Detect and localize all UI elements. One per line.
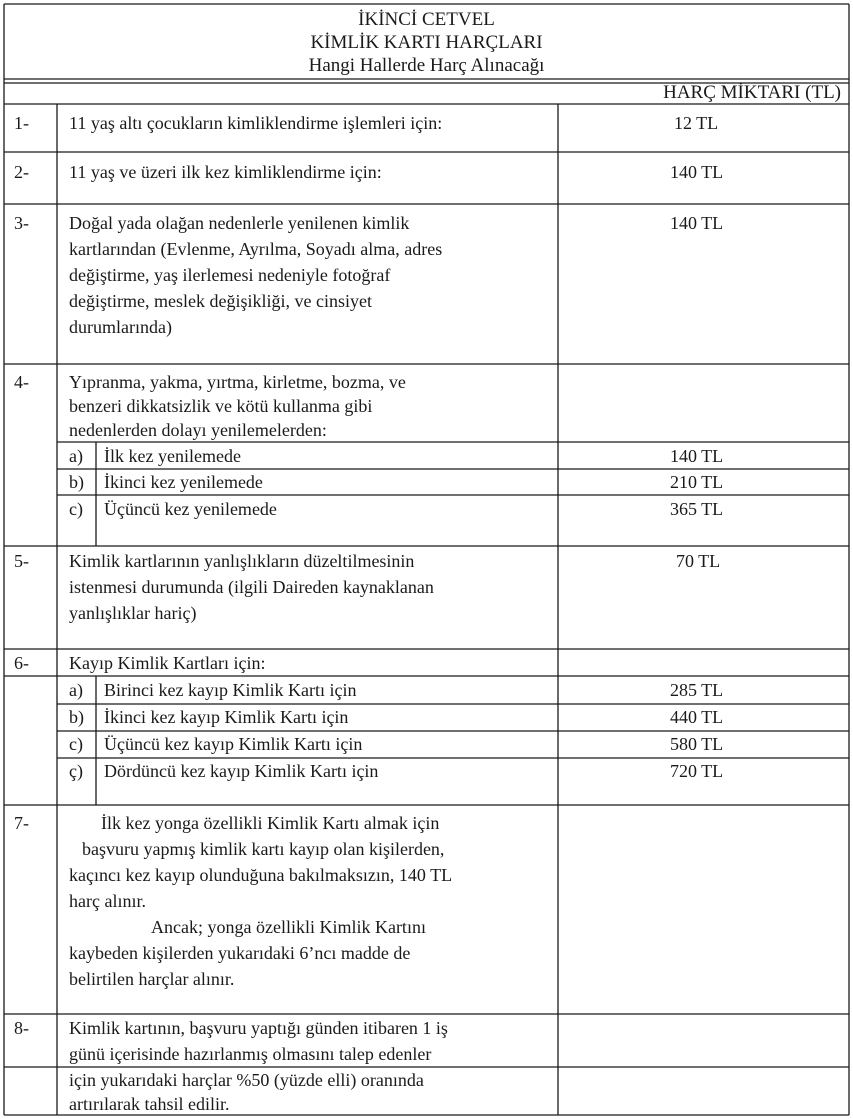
sub-item-text: Birinci kez kayıp Kimlik Kartı için: [104, 680, 357, 700]
row-description-line: Yıpranma, yakma, yırtma, kirletme, bozma, ve: [69, 372, 406, 392]
sub-item-text: İkinci kez yenilemede: [104, 472, 263, 492]
row-description-line: durumlarında): [69, 317, 172, 337]
document-caption: Hangi Hallerde Harç Alınacağı: [308, 55, 545, 76]
row-description-line: Kayıp Kimlik Kartları için:: [69, 653, 266, 673]
row-description-line: Ancak; yonga özellikli Kimlik Kartını: [151, 917, 426, 937]
row-description-line: benzeri dikkatsizlik ve kötü kullanma gibi: [69, 396, 373, 416]
sub-item-text: İkinci kez kayıp Kimlik Kartı için: [104, 707, 349, 727]
sub-item-letter: a): [69, 680, 83, 700]
amount-column-header: HARÇ MİKTARI (TL): [663, 82, 841, 103]
row-description-line: değiştirme, meslek değişikliği, ve cinsiyet: [69, 291, 372, 311]
row-description-line: artırılarak tahsil edilir.: [69, 1094, 230, 1114]
row-description-line: için yukarıdaki harçlar %50 (yüzde elli) oranında: [69, 1070, 424, 1090]
row-number: 8-: [14, 1018, 29, 1038]
sub-item-amount: 440 TL: [670, 707, 724, 727]
row-description-line: Kimlik kartının, başvuru yaptığı günden itibaren 1 iş: [69, 1018, 448, 1038]
row-description-line: kaybeden kişilerden yukarıdaki 6’ncı madde de: [69, 943, 411, 963]
row-amount: 70 TL: [676, 551, 721, 571]
row-number: 5-: [14, 551, 29, 571]
sub-item-amount: 720 TL: [670, 761, 724, 781]
row-description-line: günü içerisinde hazırlanmış olmasını talep edenler: [69, 1044, 432, 1064]
sub-item-amount: 140 TL: [670, 446, 724, 466]
sub-item-amount: 365 TL: [670, 499, 724, 519]
row-description: 11 yaş ve üzeri ilk kez kimliklendirme için:: [69, 162, 382, 182]
sub-item-letter: b): [69, 707, 84, 727]
sub-item-amount: 210 TL: [670, 472, 724, 492]
document-subtitle: KİMLİK KARTI HARÇLARI: [310, 32, 543, 53]
sub-item-letter: b): [69, 472, 84, 492]
sub-item-letter: a): [69, 446, 83, 466]
row-description-line: kartlarından (Evlenme, Ayrılma, Soyadı alma, adres: [69, 239, 443, 259]
sub-item-letter: ç): [69, 761, 83, 781]
sub-item-letter: c): [69, 734, 83, 754]
row-description-line: değiştirme, yaş ilerlemesi nedeniyle fotoğraf: [69, 265, 391, 285]
row-number: 7-: [14, 813, 29, 833]
row-description-line: kaçıncı kez kayıp olunduğuna bakılmaksızın, 140 TL: [69, 865, 453, 885]
sub-item-text: Dördüncü kez kayıp Kimlik Kartı için: [104, 761, 379, 781]
row-description-line: yanlışlıklar hariç): [69, 603, 197, 623]
row-description-line: Kimlik kartlarının yanlışlıkların düzeltilmesinin: [69, 551, 415, 571]
document-title: İKİNCİ CETVEL: [358, 9, 495, 30]
row-description-line: başvuru yapmış kimlik kartı kayıp olan kişilerden,: [82, 839, 445, 859]
sub-item-amount: 580 TL: [670, 734, 724, 754]
row-description-line: İlk kez yonga özellikli Kimlik Kartı almak için: [101, 813, 440, 833]
row-number: 4-: [14, 372, 29, 392]
sub-item-text: İlk kez yenilemede: [104, 446, 241, 466]
row-number: 6-: [14, 653, 29, 673]
sub-item-text: Üçüncü kez kayıp Kimlik Kartı için: [104, 734, 363, 754]
row-number: 1-: [14, 113, 29, 133]
sub-item-text: Üçüncü kez yenilemede: [104, 499, 277, 519]
row-number: 2-: [14, 162, 29, 182]
row-description: 11 yaş altı çocukların kimliklendirme işlemleri için:: [69, 113, 443, 133]
row-amount: 12 TL: [674, 113, 719, 133]
row-description-line: harç alınır.: [69, 891, 146, 911]
sub-item-amount: 285 TL: [670, 680, 724, 700]
row-description-line: Doğal yada olağan nedenlerle yenilenen kimlik: [69, 213, 410, 233]
row-amount: 140 TL: [670, 213, 724, 233]
row-description-line: istenmesi durumunda (ilgili Daireden kaynaklanan: [69, 577, 434, 597]
row-amount: 140 TL: [670, 162, 724, 182]
row-number: 3-: [14, 213, 29, 233]
sub-item-letter: c): [69, 499, 83, 519]
row-description-line: nedenlerden dolayı yenilemelerden:: [69, 420, 327, 440]
row-description-line: belirtilen harçlar alınır.: [69, 969, 235, 989]
